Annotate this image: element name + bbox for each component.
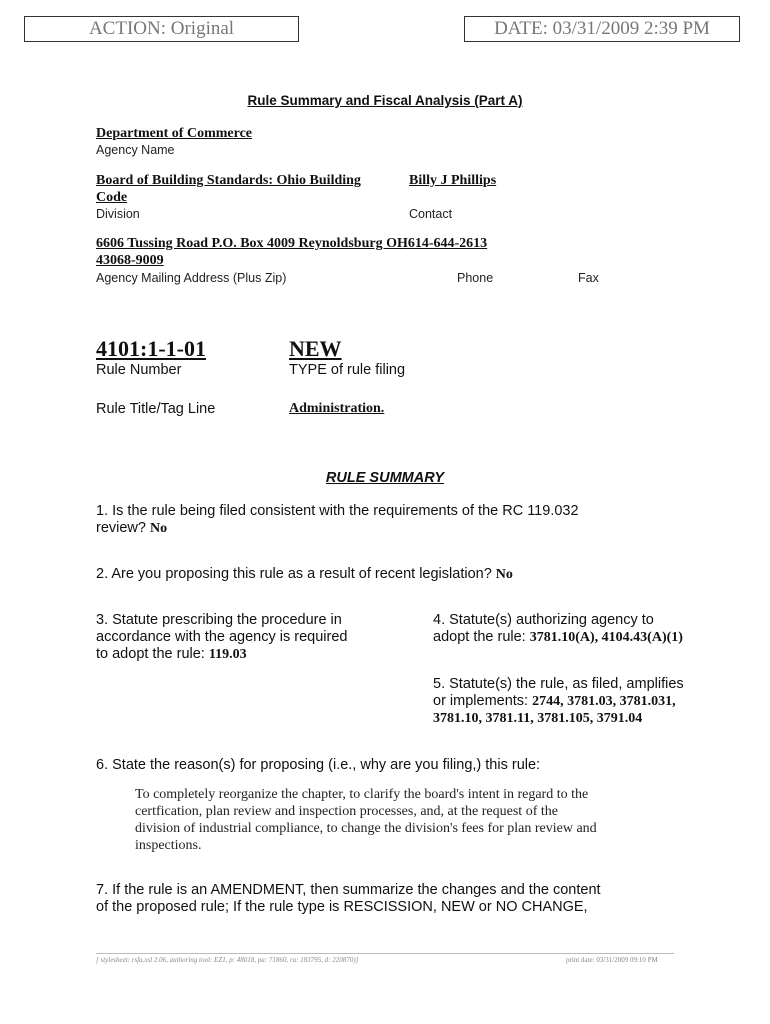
question-5-answer-1: 2744, 3781.03, 3781.031,	[532, 694, 676, 709]
question-5-text2: or implements:	[433, 693, 529, 709]
question-6-answer-line1: To completely reorganize the chapter, to clarify the board's intent in regard to the	[135, 787, 589, 802]
rule-title: Administration.	[289, 401, 385, 416]
rule-type-label: TYPE of rule filing	[289, 362, 406, 378]
date-label: DATE: 03/31/2009 2:39 PM	[494, 18, 710, 39]
rule-summary-heading: RULE SUMMARY	[325, 470, 445, 486]
form-title: Rule Summary and Fiscal Analysis (Part A)	[247, 93, 523, 108]
agency-name: Department of Commerce	[96, 126, 253, 141]
question-3-text3: to adopt the rule:	[96, 646, 205, 662]
footer-print-date: print date: 03/31/2009 09:10 PM	[566, 956, 658, 964]
question-3-answer: 119.03	[208, 647, 247, 662]
question-2	[96, 566, 513, 583]
question-1-line1: 1. Is the rule being filed consistent with the requirements of the RC 119.032	[96, 503, 579, 519]
division-name-line1: Board of Building Standards: Ohio Building	[96, 173, 361, 188]
question-6-answer-line4: inspections.	[135, 838, 202, 853]
contact-name: Billy J Phillips	[409, 173, 497, 188]
date-box	[464, 16, 740, 42]
question-4-answer: 3781.10(A), 4104.43(A)(1)	[529, 630, 683, 645]
agency-name-label: Agency Name	[96, 143, 175, 157]
question-1-line2	[96, 520, 579, 537]
question-1-answer: No	[150, 521, 168, 536]
rule-number: 4101:1-1-01	[96, 336, 206, 361]
action-box	[24, 16, 299, 42]
question-3-line2: accordance with the agency is required	[96, 629, 348, 645]
address-line2: 43068-9009	[96, 253, 164, 268]
question-5-answer-2: 3781.10, 3781.11, 3781.105, 3791.04	[433, 711, 643, 726]
question-6: 6. State the reason(s) for proposing (i.e., why are you filing,) this rule:	[96, 757, 541, 773]
question-6-answer-line3: division of industrial compliance, to change the division's fees for plan review and	[135, 821, 597, 836]
address-label: Agency Mailing Address (Plus Zip)	[96, 271, 287, 285]
question-4-text2: adopt the rule:	[433, 629, 526, 645]
question-2-answer: No	[495, 567, 513, 582]
footer-stylesheet-info: [ stylesheet: rsfa.xsl 2.06, authoring tool: EZ1, p: 48018, pa: 71860, ra: 183795, d: 220870)]	[96, 956, 359, 964]
question-6-answer	[135, 786, 695, 854]
rule-type: NEW	[289, 336, 342, 361]
question-5-line2	[433, 693, 753, 710]
question-4	[433, 612, 753, 646]
question-2-text: 2. Are you proposing this rule as a result of recent legislation?	[96, 566, 492, 582]
phone-label: Phone	[457, 271, 494, 285]
footer-divider	[96, 953, 674, 954]
fax-label: Fax	[578, 271, 599, 285]
question-1	[96, 503, 579, 537]
question-5	[433, 676, 753, 727]
question-6-answer-line2: certfication, plan review and inspection processes, and, at the request of the	[135, 804, 558, 819]
question-4-line1: 4. Statute(s) authorizing agency to	[433, 612, 654, 628]
phone-number: 614-644-2613	[407, 236, 488, 251]
question-7-line2: of the proposed rule; If the rule type is RESCISSION, NEW or NO CHANGE,	[96, 899, 588, 915]
question-7-line1: 7. If the rule is an AMENDMENT, then summarize the changes and the content	[96, 882, 601, 898]
address-street: 6606 Tussing Road P.O. Box 4009 Reynoldsburg OH	[96, 236, 408, 251]
rule-number-label: Rule Number	[96, 362, 182, 378]
question-3-line1: 3. Statute prescribing the procedure in	[96, 612, 342, 628]
contact-label: Contact	[409, 207, 453, 221]
action-label: ACTION: Original	[88, 18, 235, 39]
question-5-line1: 5. Statute(s) the rule, as filed, amplifies	[433, 676, 684, 692]
question-4-line2	[433, 629, 753, 646]
question-7	[96, 882, 601, 916]
question-3-line3	[96, 646, 396, 663]
division-name-line2: Code	[96, 190, 128, 205]
division-label: Division	[96, 207, 140, 221]
question-1-text2: review?	[96, 520, 146, 536]
address-line1	[96, 236, 487, 252]
question-3	[96, 612, 396, 663]
rule-title-label: Rule Title/Tag Line	[96, 401, 216, 417]
